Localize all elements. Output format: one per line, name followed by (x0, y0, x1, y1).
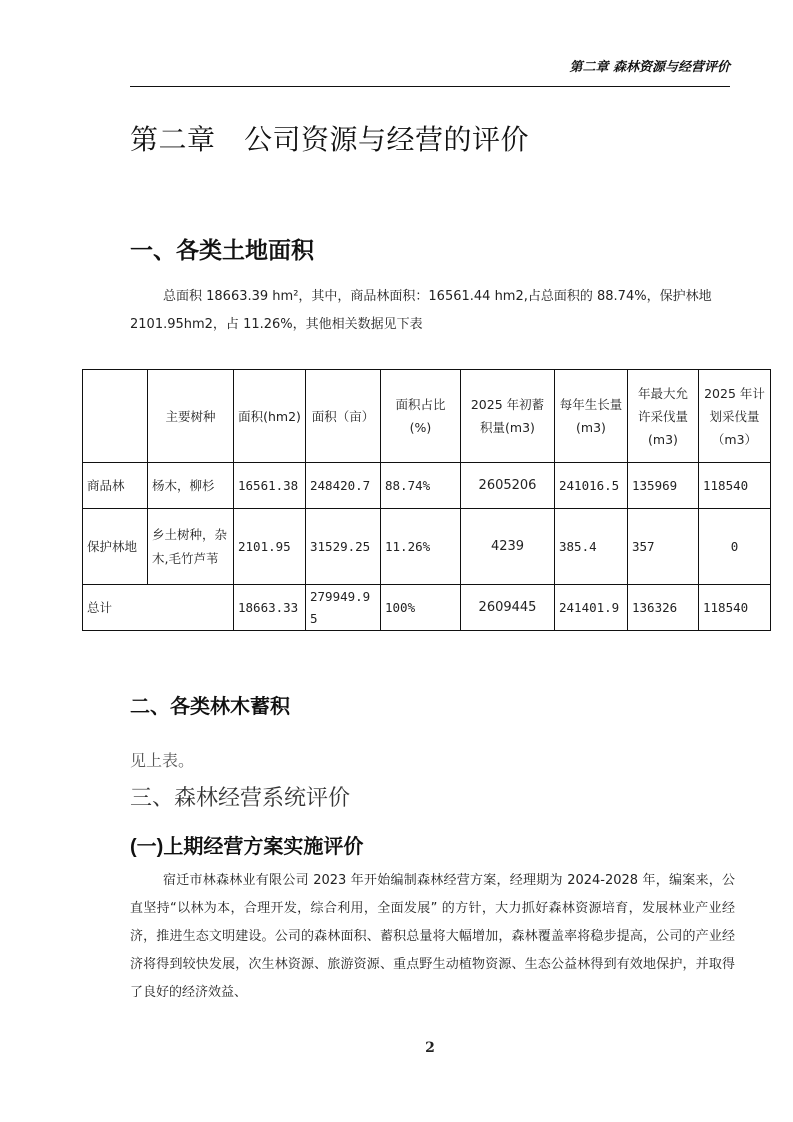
header-cell-share: 面积占比(%) (381, 370, 461, 463)
header-cell-planned-cut: 2025 年计划采伐量（m3） (699, 370, 771, 463)
page-number: 2 (425, 1040, 435, 1056)
cell-share: 88.74% (381, 463, 461, 509)
cell-area-hm2: 18663.33 (234, 585, 306, 631)
cell-category: 总计 (83, 585, 234, 631)
table-row-total (83, 585, 771, 631)
table-row (83, 509, 771, 585)
table-header-row (83, 370, 771, 463)
header-cell-stock: 2025 年初蓄积量(m3) (461, 370, 555, 463)
chapter-title: 第二章 公司资源与经营的评价 (130, 123, 530, 156)
cell-planned-cut: 118540 (699, 585, 771, 631)
table-row (83, 463, 771, 509)
cell-category: 商品林 (83, 463, 148, 509)
cell-max-cut: 357 (628, 509, 699, 585)
running-header: 第二章 森林资源与经营评价 (569, 60, 730, 75)
cell-stock: 4239 (461, 509, 555, 585)
header-cell-area-mu: 面积（亩） (306, 370, 381, 463)
cell-species: 杨木，柳杉 (148, 463, 234, 509)
see-above-text: 见上表。 (130, 751, 195, 770)
cell-area-hm2: 16561.38 (234, 463, 306, 509)
evaluation-paragraph: 宿迁市林森林业有限公司 2023 年开始编制森林经营方案，经理期为 2024-2028 年，编案来，公直坚持“以林为本，合理开发，综合利用，全面发展” 的方针，大力抓好森林资源培育，发展林业产业经济，推进生态文明建设。公司的森林面积、蓄积总量将大幅增加，森林覆盖率将稳步提高，公司的产业经济将得到较快发展，次生林资源、旅游资源、重点野生动植物资源、生态公益林得到有效地保护，并取得了良好的经济效益、 (130, 873, 735, 1000)
cell-planned-cut: 0 (699, 509, 771, 585)
section-heading-stock: 二、各类林木蓄积 (130, 696, 290, 718)
land-area-paragraph: 总面积 18663.39 hm²，其中，商品林面积：16561.44 hm2,占总面积的 88.74%，保护林地 2101.95hm2，占 11.26%，其他相关数据见下表 (130, 289, 712, 332)
section-heading-land-area: 一、各类土地面积 (130, 237, 314, 263)
cell-category: 保护林地 (83, 509, 148, 585)
header-cell-category (83, 370, 148, 463)
header-cell-area-hm2: 面积(hm2) (234, 370, 306, 463)
cell-species: 乡土树种，杂木,毛竹芦苇 (148, 509, 234, 585)
cell-growth: 241401.9 (555, 585, 628, 631)
cell-planned-cut: 118540 (699, 463, 771, 509)
section-heading-evaluation: 三、森林经营系统评价 (130, 786, 351, 811)
header-rule (130, 86, 730, 87)
cell-stock: 2605206 (461, 463, 555, 509)
header-cell-max-cut: 年最大允许采伐量(m3) (628, 370, 699, 463)
cell-share: 100% (381, 585, 461, 631)
cell-area-mu: 248420.7 (306, 463, 381, 509)
cell-area-hm2: 2101.95 (234, 509, 306, 585)
cell-share: 11.26% (381, 509, 461, 585)
cell-area-mu: 31529.25 (306, 509, 381, 585)
forest-resource-table (82, 369, 771, 631)
header-cell-growth: 每年生长量(m3) (555, 370, 628, 463)
subsection-heading: (一)上期经营方案实施评价 (130, 836, 364, 858)
cell-max-cut: 136326 (628, 585, 699, 631)
cell-max-cut: 135969 (628, 463, 699, 509)
cell-stock: 2609445 (461, 585, 555, 631)
header-cell-species: 主要树种 (148, 370, 234, 463)
cell-area-mu: 279949.95 (306, 585, 381, 631)
cell-growth: 241016.5 (555, 463, 628, 509)
cell-growth: 385.4 (555, 509, 628, 585)
